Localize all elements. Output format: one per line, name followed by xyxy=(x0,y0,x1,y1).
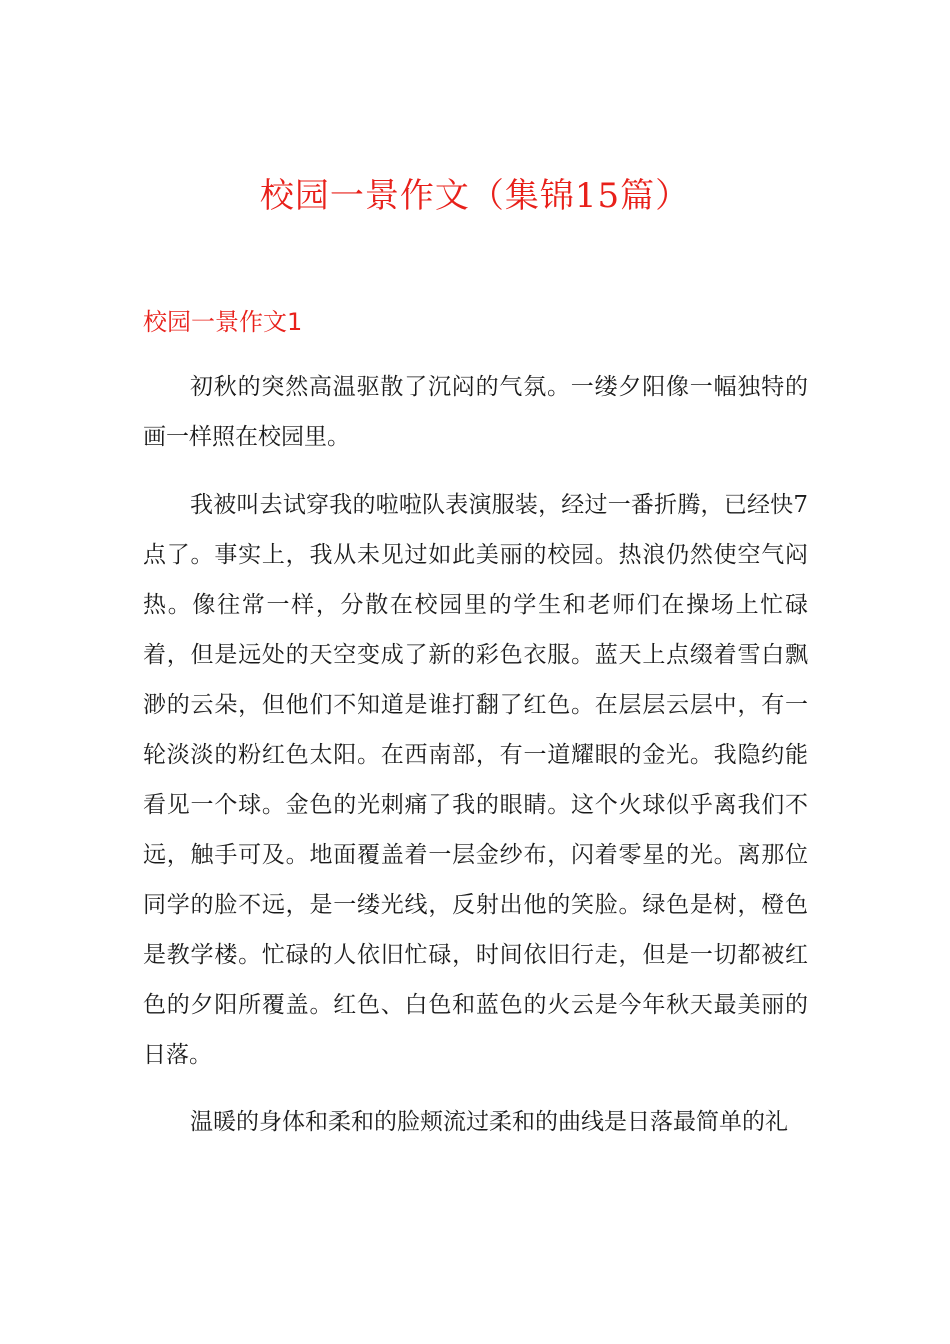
paragraph-3: 温暖的身体和柔和的脸颊流过柔和的曲线是日落最简单的礼 xyxy=(190,1109,788,1135)
paragraph-1: 初秋的突然高温驱散了沉闷的气氛。一缕夕阳像一幅独特的画一样照在校园里。 xyxy=(143,374,808,450)
paragraph-2: 我被叫去试穿我的啦啦队表演服装，经过一番折腾，已经快7点了。事实上，我从未见过如此美丽的校园。热浪仍然使空气闷热。像往常一样，分散在校园里的学生和老师们在操场上忙碌着，但是远处的天空变成了新的彩色衣服。蓝天上点缀着雪白飘渺的云朵，但他们不知道是谁打翻了红色。在层层云层中，有一轮淡淡的粉红色太阳。在西南部，有一道耀眼的金光。我隐约能看见一个球。金色的光刺痛了我的眼睛。这个火球似乎离我们不远，触手可及。地面覆盖着一层金纱布，闪着零星的光。离那位同学的脸不远，是一缕光线，反射出他的笑脸。绿色是树，橙色是教学楼。忙碌的人依旧忙碌，时间依旧行走，但是一切都被红色的夕阳所覆盖。红色、白色和蓝色的火云是今年秋天最美丽的日落。 xyxy=(143,492,808,1068)
section-heading: 校园一景作文1 xyxy=(143,308,303,336)
document-title: 校园一景作文（集锦15篇） xyxy=(259,176,691,216)
